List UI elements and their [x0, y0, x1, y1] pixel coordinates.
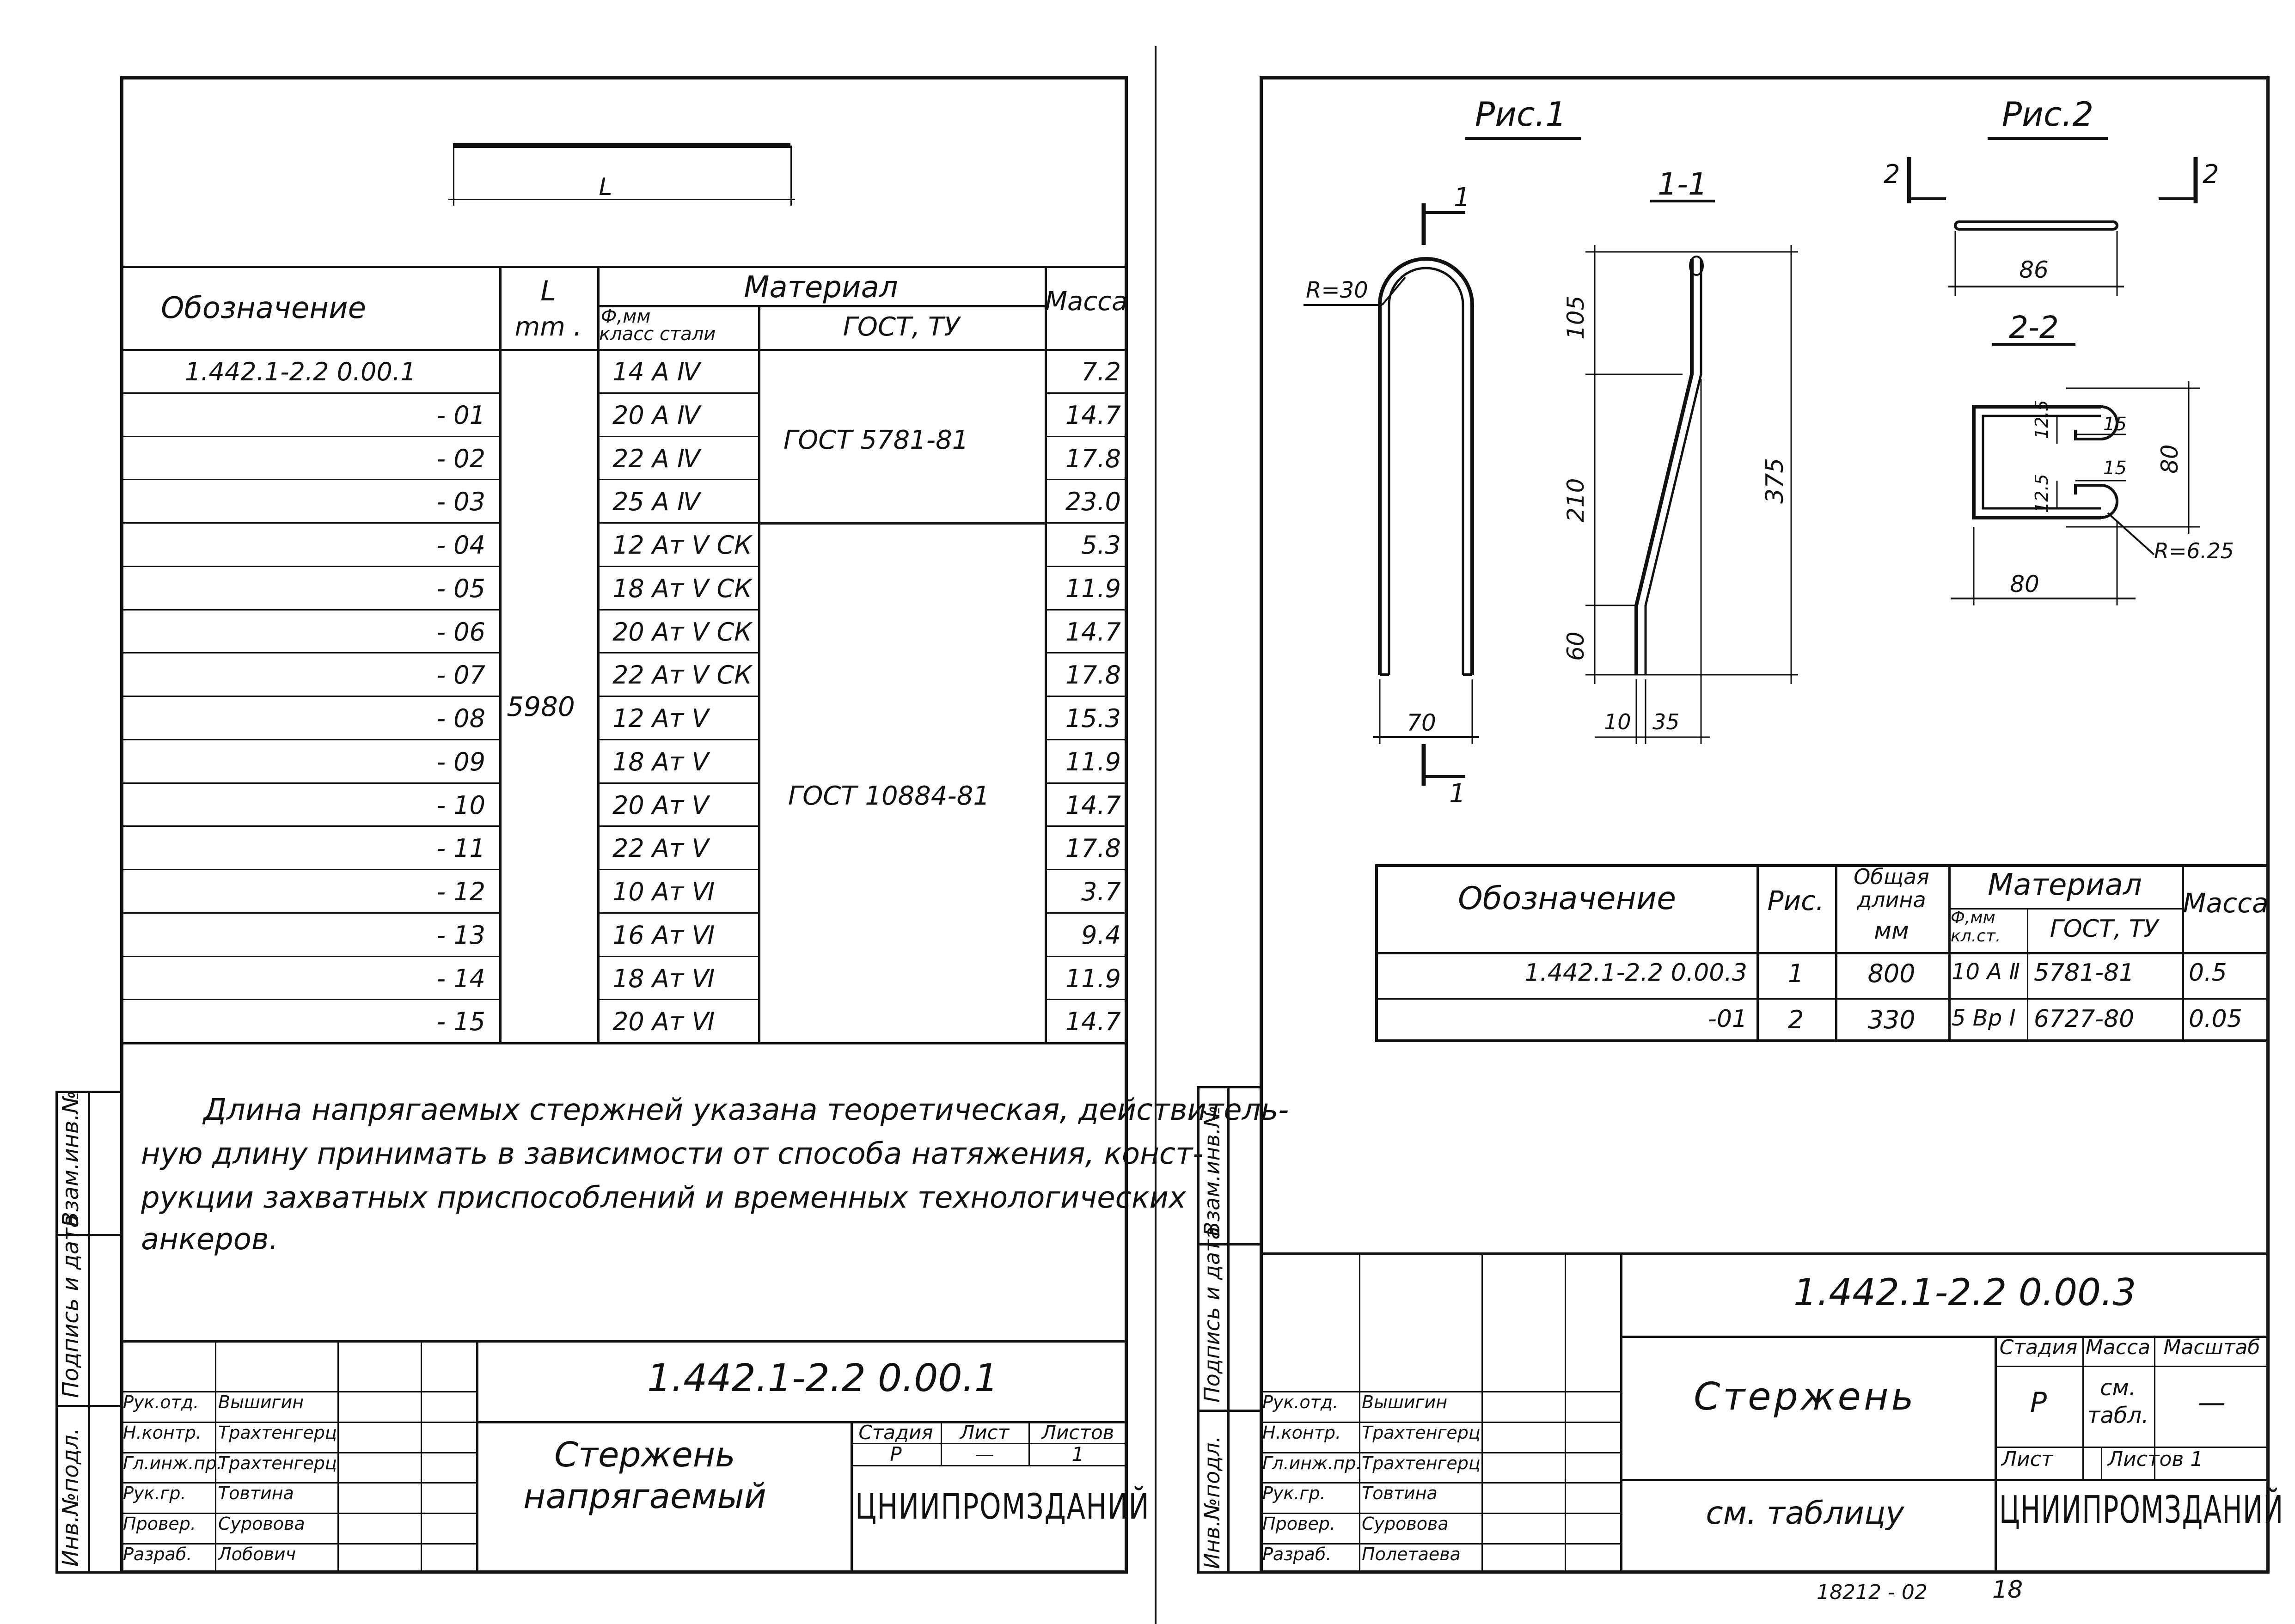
left-header-mass: Масса — [1045, 287, 1128, 317]
left-row-designation: - 13 — [436, 920, 485, 950]
left-row-material: 20 Ат Ⅴ — [612, 790, 709, 820]
left-header-designation: Обозначение — [160, 291, 367, 325]
left-stamp-label-replace: Взам.инв.№ — [58, 1090, 84, 1227]
left-sheets-value: 1 — [1071, 1443, 1084, 1465]
right-mass-value-1: см. — [2100, 1375, 2136, 1401]
right-row-class: 5 Вр Ⅰ — [1952, 1005, 2016, 1031]
staff-name: Трахтенгерц — [218, 1453, 337, 1473]
staff-name: Лобович — [218, 1544, 296, 1564]
left-header-diameter: Ф,мм — [601, 306, 651, 327]
staff-role: Гл.инж.пр. — [123, 1453, 222, 1473]
fig2-dim-15-mid: 15 — [2103, 458, 2127, 479]
left-header-gost: ГОСТ, ТУ — [843, 312, 960, 342]
left-header-length: L — [540, 275, 556, 307]
left-length-value: 5980 — [507, 691, 575, 722]
footer-code: 18212 - 02 — [1817, 1581, 1928, 1604]
left-row-mass: 17.8 — [1065, 834, 1121, 863]
left-row-material: 22 Ат Ⅴ — [612, 834, 709, 863]
left-sketch-dim: L — [599, 173, 612, 201]
left-row-mass: 15.3 — [1065, 704, 1121, 733]
staff-name: Вышигин — [218, 1392, 304, 1412]
left-sheet-value: — — [975, 1443, 994, 1465]
left-sheet-label: Лист — [960, 1421, 1010, 1444]
staff-name: Товтина — [218, 1483, 294, 1504]
right-row-mass: 0.05 — [2189, 1005, 2242, 1033]
left-row-material: 20 Ат Ⅴ СК — [612, 617, 752, 647]
left-row-designation: - 06 — [436, 617, 485, 647]
left-row-mass: 23.0 — [1065, 487, 1121, 517]
right-header-gost: ГОСТ, ТУ — [2050, 915, 2159, 943]
left-row-designation: - 12 — [436, 877, 485, 906]
fig1-dim-210: 210 — [1562, 478, 1589, 522]
left-row-designation: - 10 — [436, 790, 485, 820]
left-stamp-label-signature: Подпись и дата — [58, 1214, 84, 1398]
staff-role: Н.контр. — [123, 1422, 202, 1443]
left-row-designation: - 04 — [436, 531, 485, 560]
left-row-material: 14 А Ⅳ — [612, 357, 700, 386]
left-row-material: 18 Ат Ⅴ — [612, 747, 709, 776]
right-stage-label: Стадия — [1999, 1336, 2078, 1359]
left-row-mass: 9.4 — [1081, 920, 1121, 950]
left-stage-label: Стадия — [858, 1421, 933, 1444]
fig1-dim-10: 10 — [1604, 709, 1631, 734]
fig1-dim-375: 375 — [1761, 458, 1789, 504]
left-row-mass: 14.7 — [1065, 1007, 1121, 1037]
left-row-material: 25 А Ⅳ — [612, 487, 700, 517]
staff-name: Полетаева — [1362, 1544, 1461, 1564]
fig1-dim-35: 35 — [1652, 709, 1680, 734]
staff-role: Рук.отд. — [1262, 1392, 1339, 1412]
right-header-diam-1: Ф,мм — [1951, 908, 1995, 927]
right-header-diam-2: кл.ст. — [1951, 927, 2001, 946]
right-row-length: 800 — [1867, 959, 1916, 988]
right-stamp-label-replace: Взам.инв.№ — [1200, 1105, 1224, 1236]
right-title-name: Стержень — [1694, 1375, 1916, 1419]
left-row-designation: 1.442.1-2.2 0.00.1 — [185, 357, 416, 386]
staff-role: Н.контр. — [1262, 1422, 1341, 1443]
left-note-line-1: Длина напрягаемых стержней указана теоретическая, действитель- — [203, 1093, 1289, 1127]
right-header-designation: Обозначение — [1458, 880, 1676, 917]
staff-role: Рук.отд. — [123, 1392, 199, 1412]
staff-name: Товтина — [1362, 1483, 1438, 1504]
staff-role: Разраб. — [1262, 1544, 1332, 1564]
left-row-designation: - 07 — [436, 660, 485, 690]
right-scale-value: — — [2198, 1386, 2226, 1419]
fig2-section-mark-left: 2 — [1884, 159, 1900, 189]
fig2-dim-80-height: 80 — [2156, 444, 2183, 474]
fig1-section-mark-bottom: 1 — [1449, 779, 1466, 809]
left-header-steel-class: класс стали — [599, 324, 716, 345]
left-title-code: 1.442.1-2.2 0.00.1 — [647, 1356, 998, 1400]
staff-name: Вышигин — [1362, 1392, 1448, 1412]
left-row-mass: 17.8 — [1065, 444, 1121, 473]
left-stamp-label-inv: Инв.№подл. — [58, 1428, 84, 1567]
left-row-material: 22 А Ⅳ — [612, 444, 700, 473]
left-row-designation: - 05 — [436, 574, 485, 603]
left-row-mass: 17.8 — [1065, 660, 1121, 690]
staff-role: Рук.гр. — [123, 1483, 186, 1504]
staff-name: Трахтенгерц — [218, 1422, 337, 1443]
right-title-code: 1.442.1-2.2 0.00.3 — [1793, 1271, 2136, 1314]
fig2-title: Рис.2 — [2001, 95, 2094, 134]
right-row-class: 10 А Ⅱ — [1952, 959, 2020, 985]
fig2-dim-12-5-bottom: 12.5 — [2032, 474, 2052, 513]
fig1-section-mark-top: 1 — [1454, 183, 1470, 213]
right-row-gost: 5781-81 — [2034, 959, 2135, 987]
right-stamp-label-inv: Инв.№подл. — [1200, 1435, 1224, 1569]
fig1-radius: R=30 — [1306, 277, 1368, 303]
fig1-dim-60: 60 — [1562, 631, 1589, 661]
left-header-material: Материал — [744, 270, 898, 305]
left-stage-value: Р — [890, 1443, 902, 1465]
left-note-line-3: рукции захватных приспособлений и временных технологических — [141, 1181, 1186, 1215]
right-org-logo: ЦНИИПРОМЗДАНИЙ — [1999, 1488, 2284, 1532]
right-stamp-label-signature: Подпись и дата — [1200, 1226, 1224, 1403]
left-row-material: 18 Ат Ⅴ СК — [612, 574, 752, 603]
left-org-logo: ЦНИИПРОМЗДАНИЙ — [855, 1486, 1150, 1527]
left-row-designation: - 14 — [436, 964, 485, 993]
left-row-mass: 11.9 — [1065, 964, 1121, 993]
staff-name: Трахтенгерц — [1362, 1422, 1481, 1443]
right-row-gost: 6727-80 — [2034, 1005, 2135, 1033]
right-header-mass: Масса — [2183, 887, 2269, 919]
right-header-fig: Рис. — [1767, 885, 1824, 916]
left-row-designation: - 08 — [436, 704, 485, 733]
left-row-mass: 5.3 — [1081, 531, 1121, 560]
fig2-dim-15-top: 15 — [2103, 414, 2127, 435]
fig2-radius: R=6.25 — [2154, 538, 2234, 563]
left-row-material: 20 А Ⅳ — [612, 400, 700, 430]
right-title-ref: см. таблицу — [1706, 1495, 1904, 1532]
right-row-designation: 1.442.1-2.2 0.00.3 — [1524, 959, 1747, 987]
right-header-material: Материал — [1988, 868, 2142, 902]
left-note-line-2: ную длину принимать в зависимости от способа натяжения, конст- — [141, 1137, 1204, 1171]
fig1-dim-105: 105 — [1562, 295, 1589, 340]
left-row-material: 12 Ат Ⅴ СК — [612, 531, 752, 560]
fig1-title: Рис.1 — [1475, 95, 1567, 134]
left-title-line-2: напрягаемый — [523, 1477, 766, 1516]
left-sheets-label: Листов — [1041, 1421, 1114, 1444]
fig1-width: 70 — [1407, 709, 1436, 736]
left-row-mass: 11.9 — [1065, 747, 1121, 776]
right-mass-value-2: табл. — [2087, 1403, 2149, 1429]
left-row-mass: 11.9 — [1065, 574, 1121, 603]
left-row-designation: - 15 — [436, 1007, 485, 1037]
left-row-designation: - 03 — [436, 487, 485, 517]
left-row-designation: - 01 — [436, 400, 485, 430]
right-mass-label: Масса — [2085, 1336, 2151, 1359]
right-row-fig: 1 — [1787, 959, 1804, 988]
right-row-fig: 2 — [1787, 1005, 1804, 1034]
left-row-designation: - 02 — [436, 444, 485, 473]
staff-name: Трахтенгерц — [1362, 1453, 1481, 1473]
left-row-material: 10 Ат Ⅵ — [612, 877, 715, 906]
right-stage-value: Р — [2030, 1386, 2047, 1419]
staff-role: Рук.гр. — [1262, 1483, 1326, 1504]
left-row-mass: 7.2 — [1081, 357, 1121, 386]
left-gost-group-1: ГОСТ 5781-81 — [783, 425, 969, 455]
left-row-designation: - 11 — [436, 834, 485, 863]
right-header-length-1: Общая — [1854, 864, 1929, 889]
footer-page: 18 — [1992, 1576, 2023, 1604]
left-row-designation: - 09 — [436, 747, 485, 776]
fig2-section-title: 2-2 — [2009, 310, 2059, 345]
left-row-material: 18 Ат Ⅵ — [612, 964, 715, 993]
fig2-dim-80-width: 80 — [2010, 571, 2039, 598]
right-row-designation: -01 — [1708, 1005, 1747, 1033]
fig2-section-mark-right: 2 — [2203, 159, 2219, 189]
left-row-material: 22 Ат Ⅴ СК — [612, 660, 752, 690]
left-gost-group-2: ГОСТ 10884-81 — [788, 781, 990, 811]
right-sheet-label: Лист — [2001, 1447, 2053, 1471]
left-title-line-1: Стержень — [554, 1435, 735, 1475]
left-row-mass: 14.7 — [1065, 400, 1121, 430]
right-row-mass: 0.5 — [2189, 959, 2227, 987]
staff-name: Суровова — [1362, 1514, 1449, 1534]
right-row-length: 330 — [1867, 1005, 1916, 1034]
staff-role: Провер. — [1262, 1514, 1335, 1534]
staff-role: Провер. — [123, 1514, 196, 1534]
left-row-mass: 14.7 — [1065, 790, 1121, 820]
left-row-mass: 3.7 — [1081, 877, 1121, 906]
staff-role: Разраб. — [123, 1544, 192, 1564]
left-note-line-4: анкеров. — [141, 1222, 278, 1257]
left-row-material: 16 Ат Ⅵ — [612, 920, 715, 950]
right-sheets-label: Листов 1 — [2108, 1447, 2203, 1471]
fig2-dim-12-5-top: 12.5 — [2032, 400, 2052, 439]
left-header-length-unit: mm . — [514, 312, 582, 342]
left-row-material: 20 Ат Ⅵ — [612, 1007, 715, 1037]
right-header-length-2: длина — [1857, 887, 1926, 912]
right-scale-label: Масштаб — [2163, 1336, 2260, 1359]
staff-name: Суровова — [218, 1514, 305, 1534]
fig1-section-title: 1-1 — [1658, 166, 1707, 202]
left-row-material: 12 Ат Ⅴ — [612, 704, 709, 733]
left-row-mass: 14.7 — [1065, 617, 1121, 647]
staff-role: Гл.инж.пр. — [1262, 1453, 1362, 1473]
fig2-plan-length: 86 — [2019, 256, 2049, 283]
right-header-length-3: мм — [1874, 917, 1909, 944]
